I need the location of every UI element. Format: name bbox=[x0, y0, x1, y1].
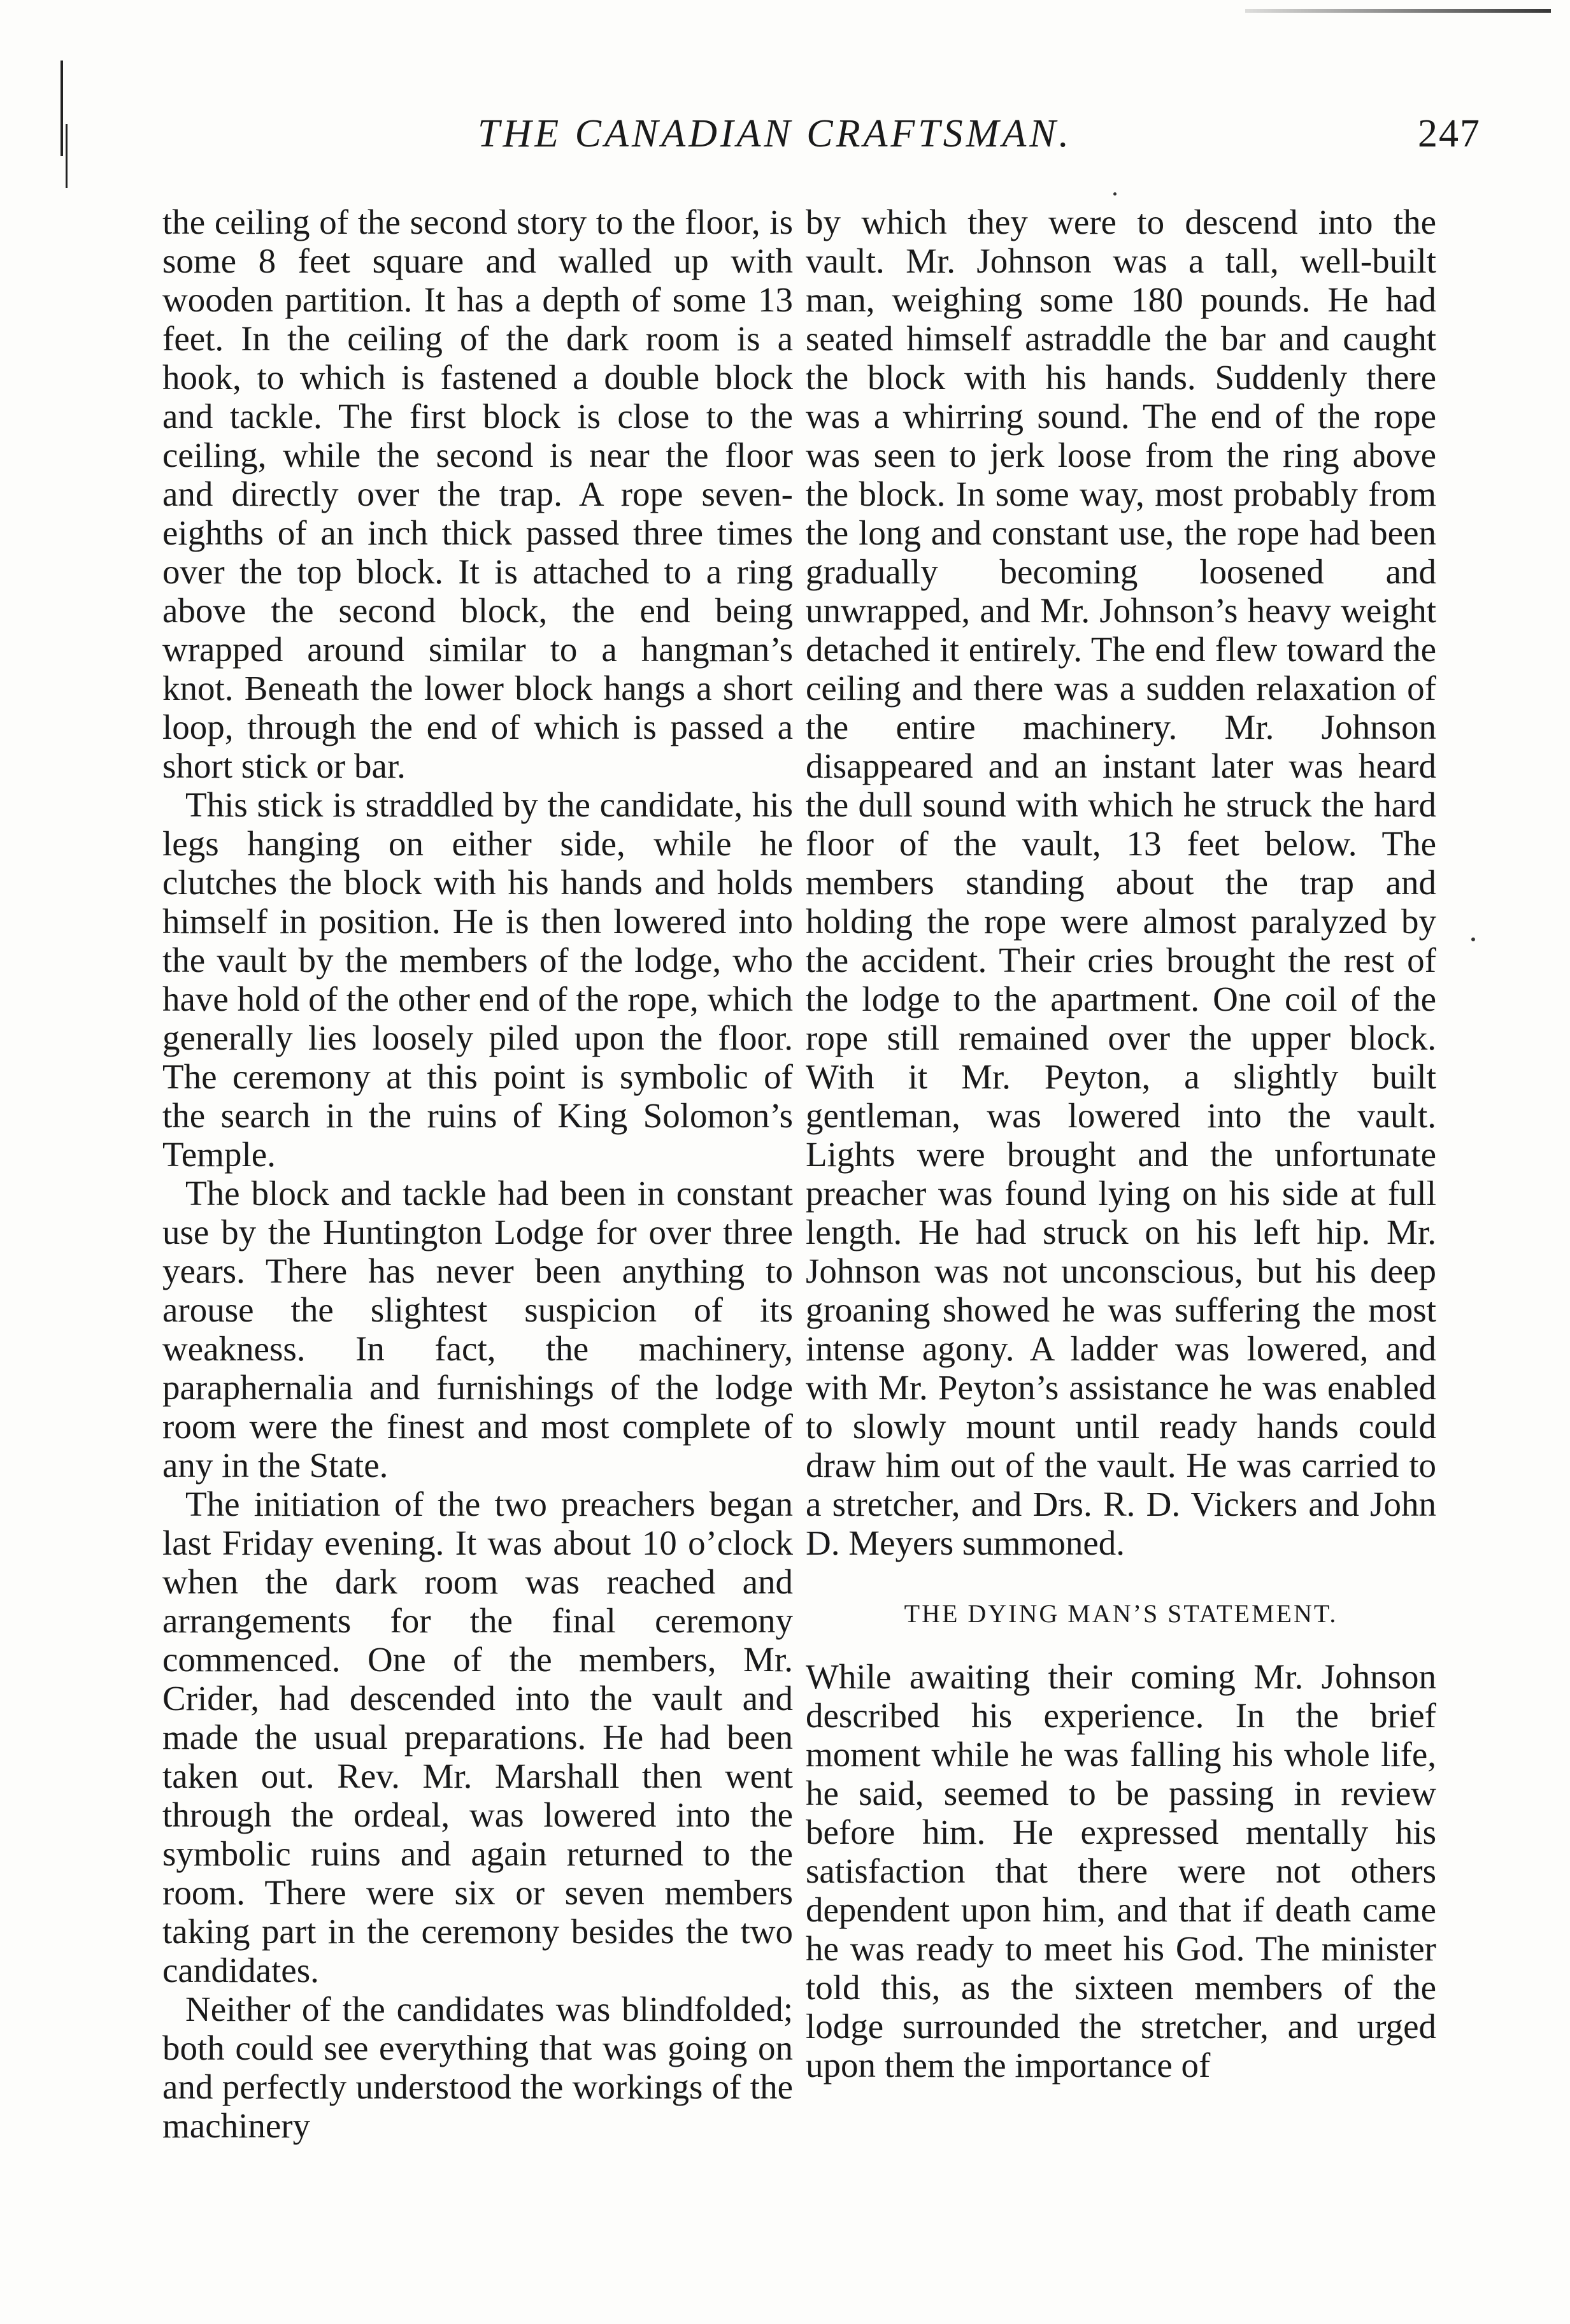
paragraph: by which they were to descend into the vault. Mr. Johnson was a tall, well-built man, weighing some 180 pounds. He had seated himself astraddle the bar and caught the block with his hands. Suddenly there was a whirring sound. The end of the rope was seen to jerk loose from the ring above the block. In some way, most probably from the long and constant use, the rope had been gradually becoming loosened and unwrapped, and Mr. Johnson’s heavy weight detached it entirely. The end flew toward the ceiling and there was a sudden relaxation of the entire machinery. Mr. Johnson disappeared and an instant later was heard the dull sound with which he struck the hard floor of the vault, 13 feet below. The members standing about the trap and holding the rope were almost paralyzed by the accident. Their cries brought the rest of the lodge to the apartment. One coil of the rope still remained over the upper block. With it Mr. Peyton, a slightly built gentleman, was lowered into the vault. Lights were brought and the unfortunate preacher was found lying on his side at full length. He had struck on his left hip. Mr. Johnson was not unconscious, but his deep groaning showed he was suffering the most intense agony. A ladder was lowered, and with Mr. Peyton’s assistance he was enabled to slowly mount until ready hands could draw him out of the vault. He was carried to a stretcher, and Drs. R. D. Vickers and John D. Meyers summoned. bbox=[806, 203, 1436, 1562]
paragraph: the ceiling of the second story to the floor, is some 8 feet square and walled up with wooden partition. It has a depth of some 13 feet. In the ceiling of the dark room is a hook, to which is fastened a double block and tackle. The first block is close to the ceiling, while the second is near the floor and directly over the trap. A rope seven-eighths of an inch thick passed three times over the top block. It is attached to a ring above the second block, the end being wrapped around similar to a hangman’s knot. Beneath the lower block hangs a short loop, through the end of which is passed a short stick or bar. bbox=[162, 203, 793, 785]
section-heading: THE DYING MAN’S STATEMENT. bbox=[904, 1599, 1338, 1628]
paragraph: Neither of the candidates was blindfolded; both could see everything that was going on and perfectly understood the workings of the machinery bbox=[162, 1990, 793, 2145]
margin-mark bbox=[66, 124, 68, 188]
paragraph: While awaiting their coming Mr. Johnson described his experience. In the brief moment while he was falling his whole life, he said, seemed to be passing in review before him. He expressed mentally his satisfaction that there were not others dependent upon him, and that if death came he was ready to meet his God. The minister told this, as the sixteen members of the lodge surrounded the stretcher, and urged upon them the importance of bbox=[806, 1657, 1436, 2085]
page-number: 247 bbox=[1418, 112, 1481, 155]
paragraph: The initiation of the two preachers began last Friday evening. It was about 10 o’clock when the dark room was reached and arrangements for the final ceremony commenced. One of the members, Mr. Crider, had descended into the vault and made the usual preparations. He had been taken out. Rev. Mr. Marshall then went through the ordeal, was lowered into the symbolic ruins and again returned to the room. There were six or seven members taking part in the ceremony besides the two candidates. bbox=[162, 1485, 793, 1990]
print-speck bbox=[1471, 937, 1475, 941]
top-edge-rule bbox=[1245, 9, 1551, 13]
journal-title: THE CANADIAN CRAFTSMAN. bbox=[478, 112, 1073, 155]
left-column bbox=[162, 203, 793, 2145]
print-speck bbox=[1113, 192, 1117, 196]
paragraph: The block and tackle had been in constant use by the Huntington Lodge for over three years. There has never been anything to arouse the slightest suspicion of its weakness. In fact, the machinery, paraphernalia and furnishings of the lodge room were the finest and most complete of any in the State. bbox=[162, 1174, 793, 1485]
right-column bbox=[806, 203, 1436, 2085]
running-head bbox=[172, 111, 1481, 169]
margin-mark bbox=[61, 61, 63, 156]
paragraph: This stick is straddled by the candidate, his legs hanging on either side, while he clutches the block with his hands and holds himself in position. He is then lowered into the vault by the members of the lodge, who have hold of the other end of the rope, which generally lies loosely piled upon the floor. The ceremony at this point is symbolic of the search in the ruins of King Solomon’s Temple. bbox=[162, 785, 793, 1174]
